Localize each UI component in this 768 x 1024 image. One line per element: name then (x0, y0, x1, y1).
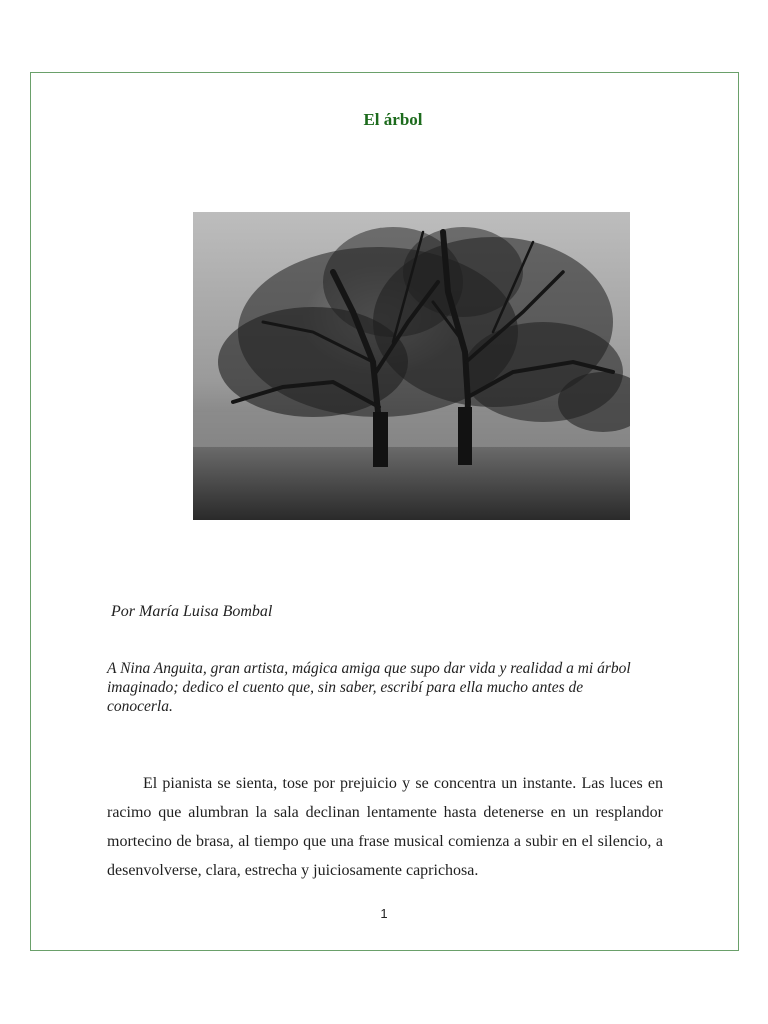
dedication-text: A Nina Anguita, gran artista, mágica amiga que supo dar vida y realidad a mi árbol imaginado; dedico el cuento que, sin saber, escribí para ella mucho antes de conocerla. (107, 660, 631, 715)
tree-photo (193, 212, 630, 520)
author-line: Por María Luisa Bombal (111, 603, 273, 620)
tree-photo-illustration (193, 212, 630, 520)
page-number: 1 (380, 906, 388, 921)
body-paragraph: El pianista se sienta, tose por prejuicio y se concentra un instante. Las luces en racimo que alumbran la sala declinan lentamente hasta detenerse en un resplandor mortecino de brasa, al tiempo que una frase musical comienza a subir en el silencio, a desenvolverse, clara, estrecha y juiciosamente caprichosa. (107, 775, 663, 879)
document-title: El árbol (363, 110, 423, 129)
